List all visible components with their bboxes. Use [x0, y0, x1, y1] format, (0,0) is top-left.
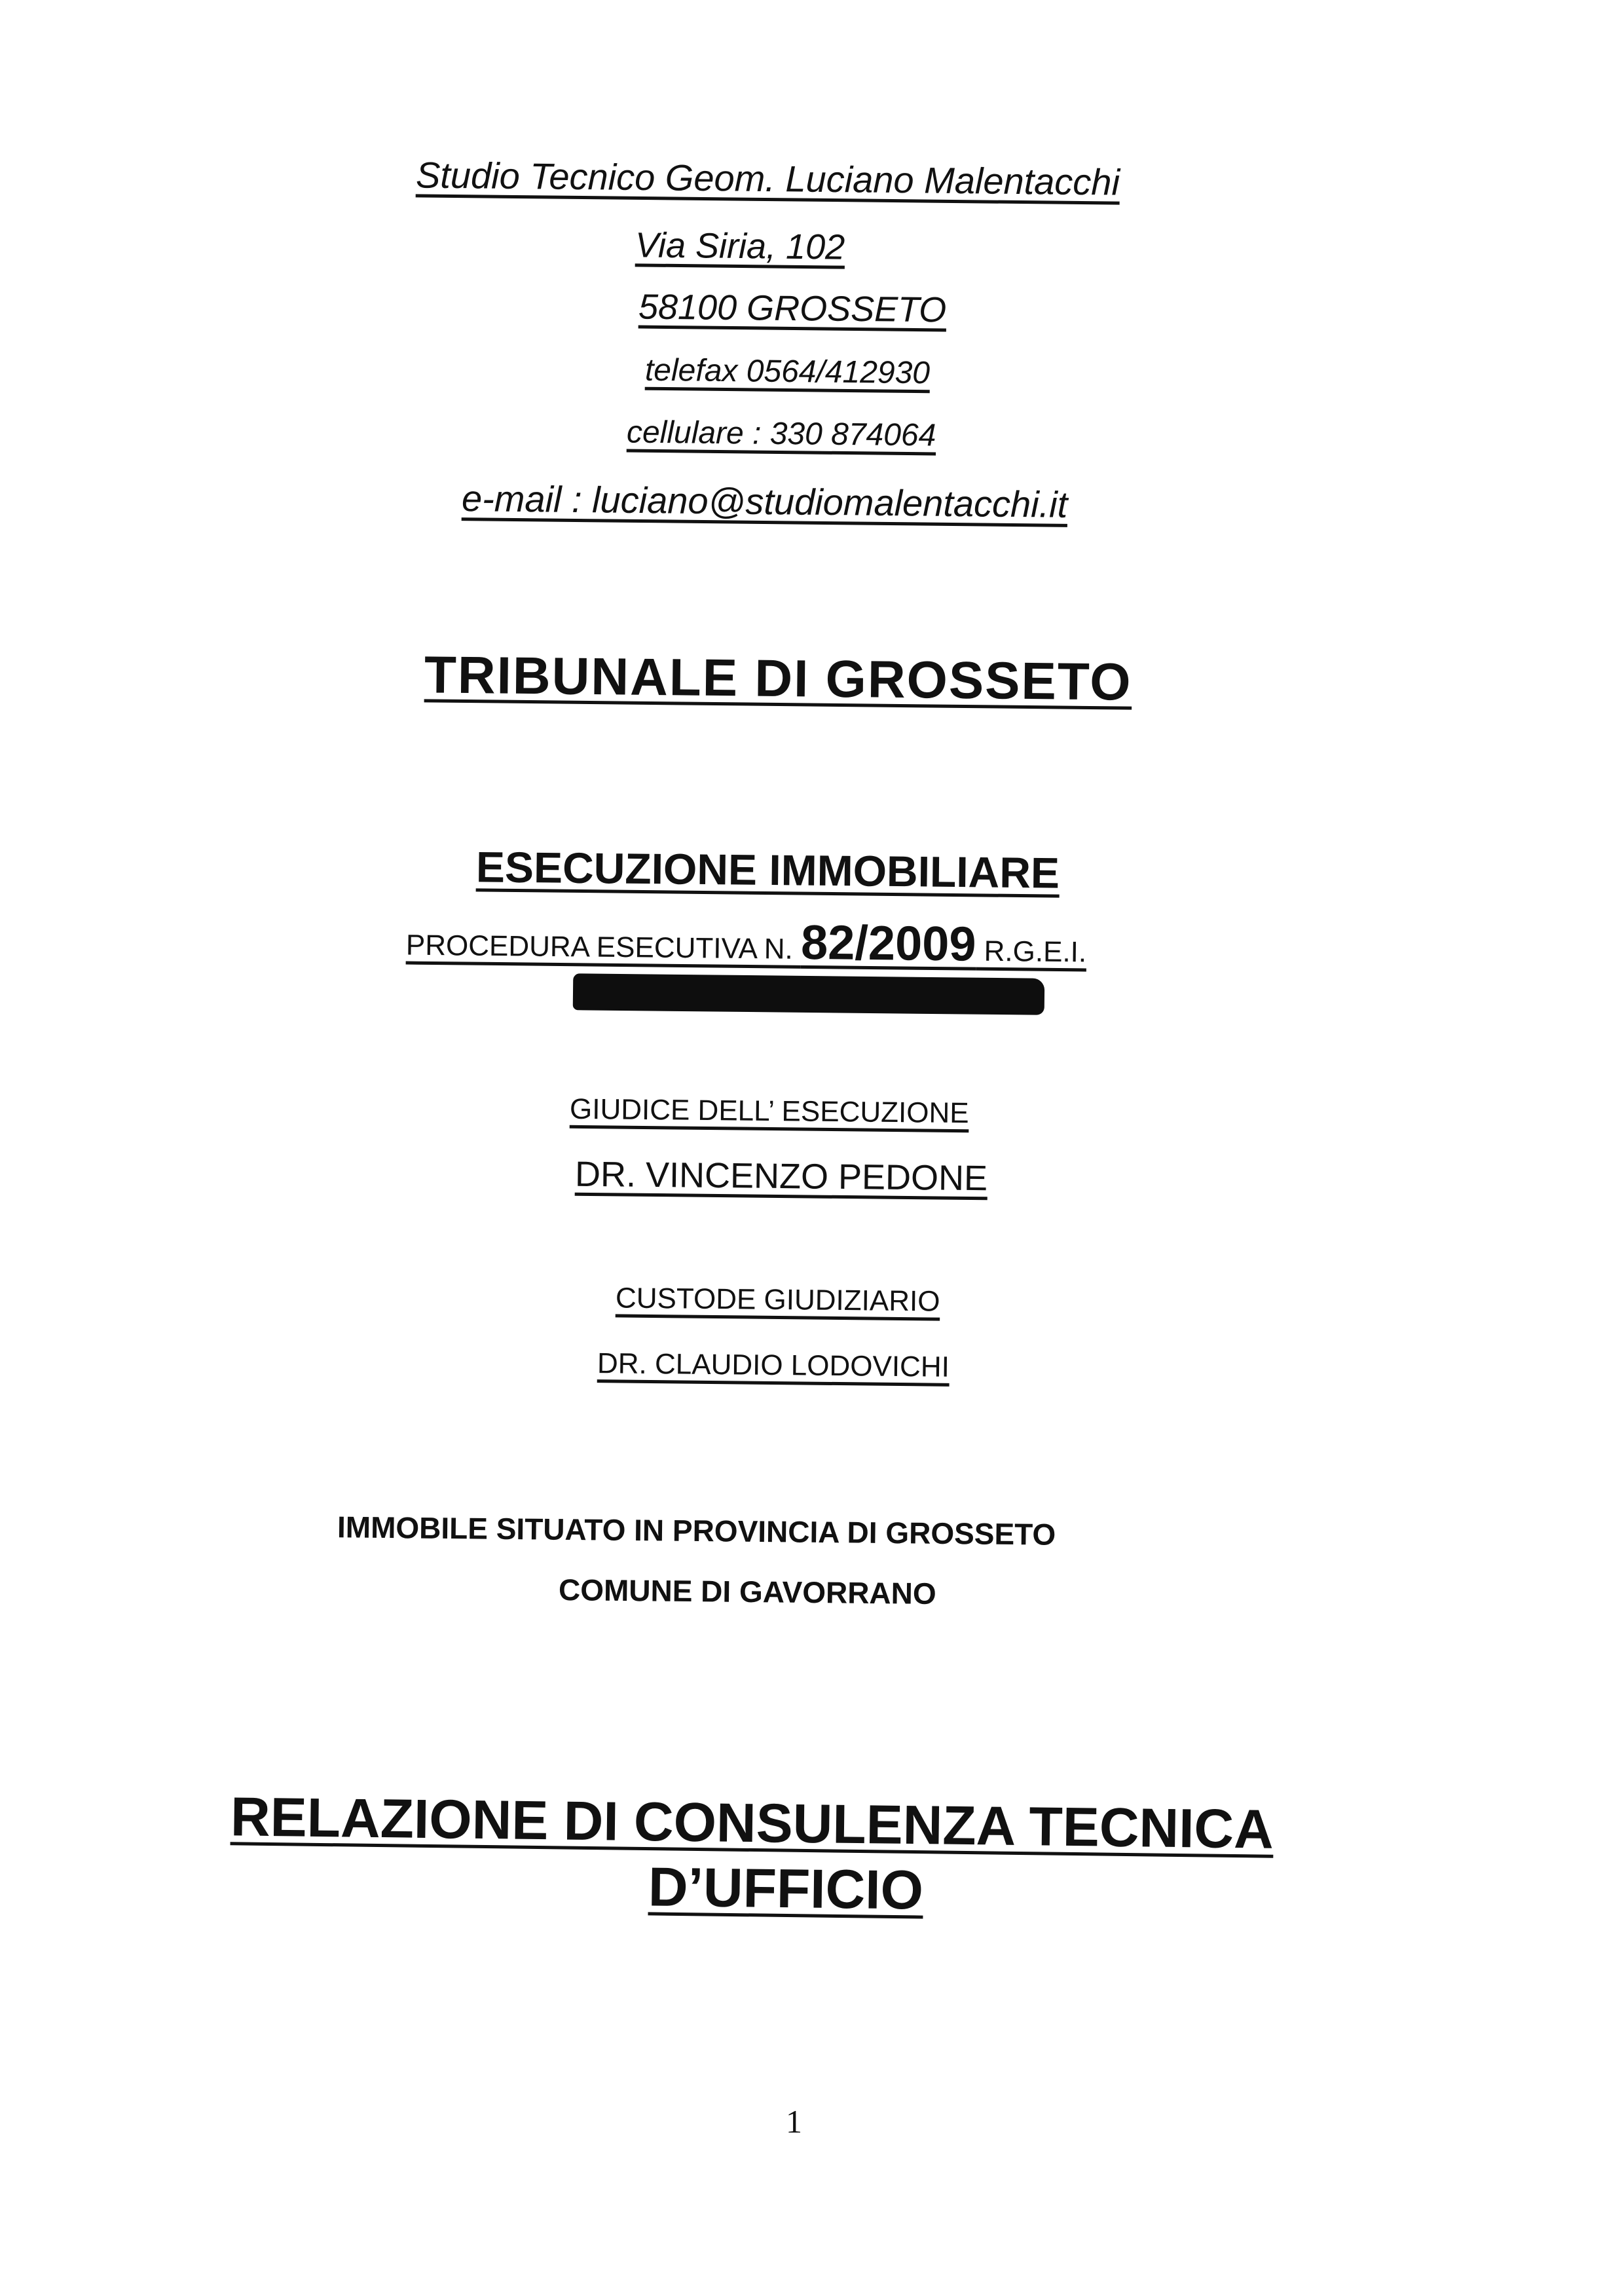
address-street: Via Siria, 102 — [635, 225, 845, 267]
custodian-name: DR. CLAUDIO LODOVICHI — [597, 1347, 950, 1383]
judge-label: GIUDICE DELL’ ESECUZIONE — [569, 1092, 969, 1130]
telefax-number: telefax 0564/412930 — [644, 352, 931, 391]
cellular-number: cellulare : 330 874064 — [626, 415, 936, 453]
court-name: TRIBUNALE DI GROSSETO — [424, 645, 1133, 711]
page-number: 1 — [786, 2103, 802, 2140]
redacted-debtor-name — [573, 973, 1045, 1015]
procedure-suffix: R.G.E.I. — [976, 935, 1087, 969]
report-title-line1: RELAZIONE DI CONSULENZA TECNICA — [230, 1785, 1274, 1860]
email-address: e-mail : luciano@studiomalentacchi.it — [461, 477, 1068, 525]
procedure-prefix: PROCEDURA ESECUTIVA N. — [405, 929, 802, 965]
property-location: IMMOBILE SITUATO IN PROVINCIA DI GROSSETO — [337, 1510, 1056, 1552]
judge-name: DR. VINCENZO PEDONE — [574, 1154, 988, 1199]
report-title-line2: D’UFFICIO — [648, 1856, 924, 1921]
custodian-label: CUSTODE GIUDIZIARIO — [615, 1282, 940, 1318]
execution-title: ESECUZIONE IMMOBILIARE — [475, 842, 1060, 897]
procedure-number-line — [406, 910, 1087, 973]
procedure-number: 82/2009 — [800, 914, 977, 971]
property-municipality: COMUNE DI GAVORRANO — [558, 1572, 936, 1611]
address-city: 58100 GROSSETO — [638, 287, 947, 330]
studio-name: Studio Tecnico Geom. Luciano Malentacchi — [415, 154, 1120, 203]
